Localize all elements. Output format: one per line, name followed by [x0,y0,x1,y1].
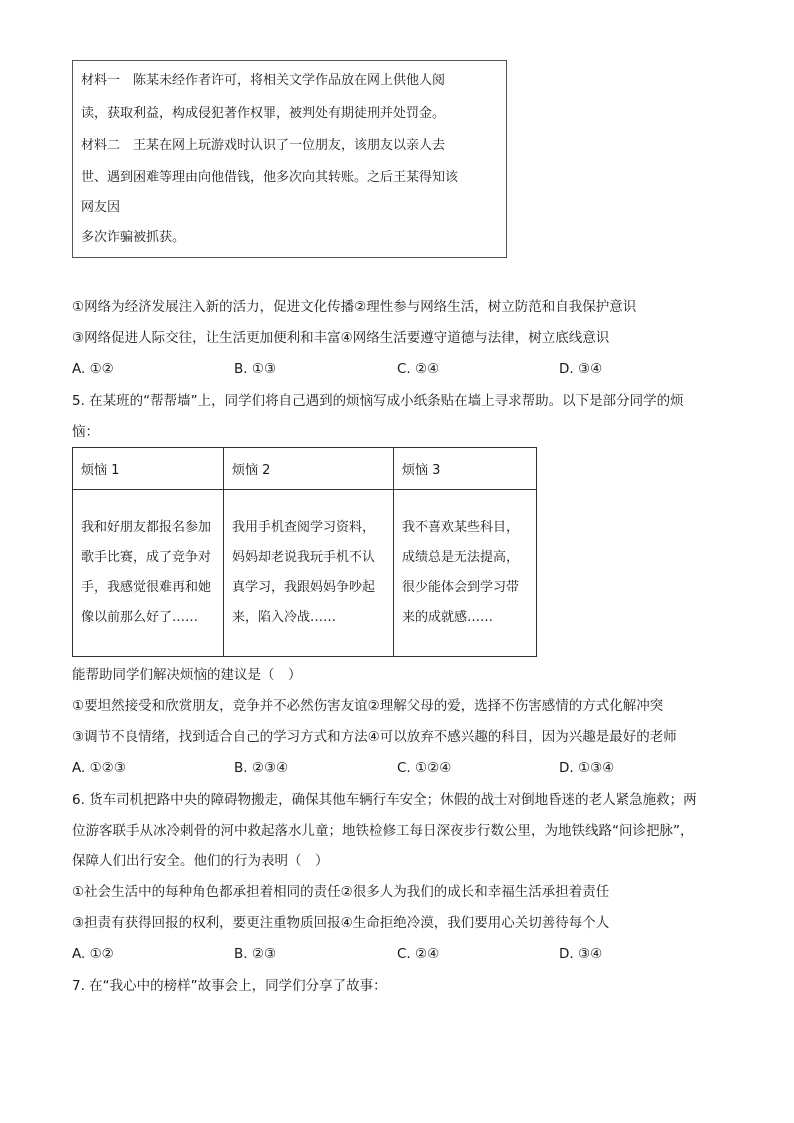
cell-text: 我和好朋友都报名参加歌手比赛，成了竞争对手，我感觉很难再和她像以前那么好了…… [81,520,212,625]
q5-option-a: A. ①②③ [72,760,126,776]
table-header-cell: 烦恼 3 [394,448,537,490]
q6-stem-line-3: 保障人们出行安全。他们的行为表明（ ） [72,853,329,869]
q4-option-d: D. ③④ [559,361,603,377]
q4-statement-1: ①网络为经济发展注入新的活力，促进文化传播②理性参与网络生活，树立防范和自我保护意识 [72,299,637,315]
material-box [72,60,507,258]
table-header-cell: 烦恼 2 [224,448,394,490]
q5-stem-line-1: 5. 在某班的“帮帮墙”上，同学们将自己遇到的烦恼写成小纸条贴在墙上寻求帮助。以下是部分同学的烦 [72,393,684,409]
worries-table [72,447,537,657]
q5-question: 能帮助同学们解决烦恼的建议是（ ） [72,667,302,683]
table-row [73,490,537,657]
material-line: 材料二 王某在网上玩游戏时认识了一位朋友，该朋友以亲人去 [81,138,446,153]
material-line: 世、遇到困难等理由向他借钱，他多次向其转账。之后王某得知该 [81,170,459,185]
q5-option-d: D. ①③④ [559,760,615,776]
q6-option-a: A. ①② [72,946,114,962]
q5-stem-line-2: 恼： [72,424,99,440]
cell-text: 我不喜欢某些科目，成绩总是无法提高，很少能体会到学习带来的成就感…… [402,520,520,625]
material-line: 材料一 陈某未经作者许可，将相关文学作品放在网上供他人阅 [81,73,446,88]
q5-option-c: C. ①②④ [397,760,452,776]
q6-stem-line-2: 位游客联手从冰冷刺骨的河中救起落水儿童；地铁检修工每日深夜步行数公里，为地铁线路“问诊把脉”， [72,823,694,839]
cell-text: 我用手机查阅学习资料，妈妈却老说我玩手机不认真学习，我跟妈妈争吵起来，陷入冷战…… [232,520,376,625]
q6-option-b: B. ②③ [234,946,277,962]
q7-stem: 7. 在“我心中的榜样”故事会上，同学们分享了故事： [72,978,387,994]
q4-option-c: C. ②④ [397,361,440,377]
material-line: 读，获取利益，构成侵犯著作权罪，被判处有期徒刑并处罚金。 [81,106,446,121]
q6-stem-line-1: 6. 货车司机把路中央的障碍物搬走，确保其他车辆行车安全；休假的战士对倒地昏迷的老人紧急施救；两 [72,792,697,808]
table-cell [73,490,224,657]
q5-statement-1: ①要坦然接受和欣赏朋友，竞争并不必然伤害友谊②理解父母的爱，选择不伤害感情的方式化解冲突 [72,698,664,714]
table-header-row [73,448,537,490]
q5-statement-2: ③调节不良情绪，找到适合自己的学习方式和方法④可以放弃不感兴趣的科目，因为兴趣是最好的老师 [72,729,677,745]
q5-option-b: B. ②③④ [234,760,289,776]
q6-option-c: C. ②④ [397,946,440,962]
material-line: 多次诈骗被抓获。 [81,230,186,245]
q6-statement-1: ①社会生活中的每种角色都承担着相同的责任②很多人为我们的成长和幸福生活承担着责任 [72,884,610,900]
table-cell [394,490,537,657]
q4-option-b: B. ①③ [234,361,277,377]
q4-option-a: A. ①② [72,361,114,377]
q6-option-d: D. ③④ [559,946,603,962]
table-cell [224,490,394,657]
q4-statement-2: ③网络促进人际交往，让生活更加便利和丰富④网络生活要遵守道德与法律，树立底线意识 [72,330,610,346]
material-line: 网友因 [81,200,121,215]
table-header-cell: 烦恼 1 [73,448,224,490]
q6-statement-2: ③担责有获得回报的权利，要更注重物质回报④生命拒绝冷漠，我们要用心关切善待每个人 [72,915,610,931]
